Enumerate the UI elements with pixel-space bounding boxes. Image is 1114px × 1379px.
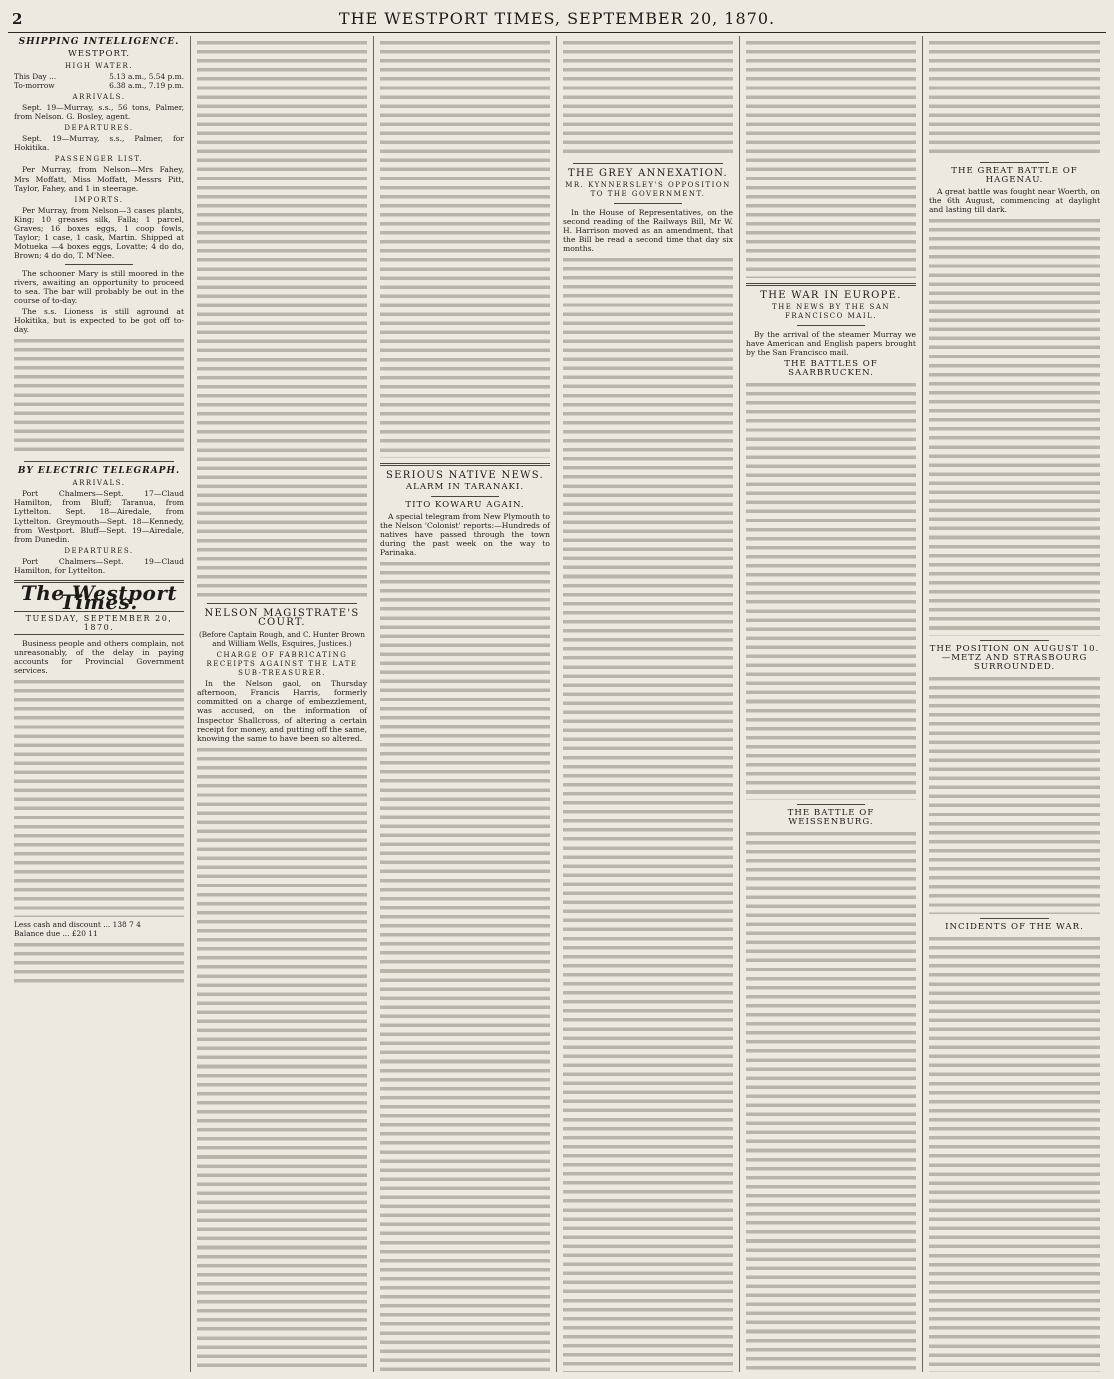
native-news-heading: SERIOUS NATIVE NEWS.: [385, 470, 545, 481]
court-subheading: (Before Captain Rough, and C. Hunter Brown and William Wells, Esquires, Justices.): [198, 630, 366, 649]
position-heading: THE POSITION ON AUGUST 10.—METZ AND STRASBOURG SURROUNDED.: [929, 644, 1100, 673]
divider: [797, 804, 865, 805]
body-text-block: [563, 255, 733, 1372]
divider: [980, 162, 1048, 163]
shipping-heading: SHIPPING INTELLIGENCE.: [18, 37, 180, 47]
divider: [573, 163, 723, 164]
departures-text: Sept. 19—Murray, s.s., Palmer, for Hokitika.: [14, 134, 184, 153]
divider: [207, 603, 357, 604]
masthead-title: THE WESTPORT TIMES, SEPTEMBER 20, 1870.: [338, 9, 776, 28]
tel-departures-heading: DEPARTURES.: [64, 546, 134, 555]
passenger-text: Per Murray, from Nelson—Mrs Fahey, Mrs Moffatt, Miss Moffatt, Messrs Pitt, Taylor, Fahey, and 1 in steerage.: [14, 165, 184, 193]
body-text-block: [563, 38, 733, 158]
war-text: By the arrival of the steamer Murray we have American and English papers brought by the San Francisco mail.: [746, 330, 916, 358]
body-text-block: [746, 38, 916, 278]
divider: [797, 325, 865, 326]
hagenau-text: A great battle was fought near Woerth, on the 6th August, commencing at daylight and lasting till dark.: [929, 187, 1100, 215]
saarbrucken-heading: THE BATTLES OF SAARBRUCKEN.: [784, 359, 878, 379]
body-text-block: [14, 336, 184, 456]
steamer-text: The s.s. Lioness is still aground at Hokitika, but is expected to be got off to-day.: [14, 307, 184, 335]
divider: [614, 203, 682, 204]
dateline: TUESDAY, SEPTEMBER 20, 1870.: [14, 611, 184, 635]
tide-row: To-morrow 6.38 a.m., 7.19 p.m.: [14, 81, 184, 91]
accounts-row: Less cash and discount ... 138 7 4: [14, 920, 141, 930]
body-text-block: [746, 380, 916, 800]
divider: [980, 640, 1048, 641]
news-heading: THE NEWS BY THE SAN FRANCISCO MAIL.: [771, 303, 890, 321]
schooner-text: The schooner Mary is still moored in the rivers, awaiting an opportunity to proceed to sea. The bar will probably be out in the course of to-day.: [14, 268, 184, 306]
imports-heading: IMPORTS.: [74, 195, 124, 204]
arrivals-text: Sept. 19—Murray, s.s., 56 tons, Palmer, from Nelson. G. Bosley, agent.: [14, 103, 184, 122]
body-text-block: [14, 940, 184, 985]
imports-text: Per Murray, from Nelson—3 cases plants, King; 10 greases silk, Falla; 1 parcel, Graves; 16 boxes eggs, 1 coop fowls, Taylor; 1 case, 1 cask, Martin. Shipped at Motueka —4 boxes eggs, Lovatte; 4 do do, Brown; 4 do do, T. M'Nee.: [14, 205, 184, 260]
body-text-block: [746, 829, 916, 1372]
body-text-block: [197, 745, 367, 1372]
high-water-heading: HIGH WATER.: [64, 62, 134, 71]
tel-arrivals-heading: ARRIVALS.: [72, 479, 126, 488]
divider: [431, 496, 499, 497]
arrivals-heading: ARRIVALS.: [72, 93, 126, 102]
alarm-heading: ALARM IN TARANAKI.: [405, 482, 525, 493]
native-text: A special telegram from New Plymouth to the Nelson 'Colonist' reports:—Hundreds of natives have passed through the town during the past week on the way to Parinaka.: [380, 512, 550, 558]
divider: [24, 461, 174, 462]
tide-row: This Day ... 5.13 a.m., 5.54 p.m.: [14, 72, 184, 82]
column-6: [923, 36, 1106, 1372]
body-text-block: [929, 216, 1100, 636]
body-text-block: [380, 559, 550, 1372]
westport-heading: WESTPORT.: [67, 49, 131, 60]
court-heading: NELSON MAGISTRATE'S COURT.: [204, 608, 360, 629]
divider: [65, 264, 133, 265]
passenger-heading: PASSENGER LIST.: [54, 155, 144, 164]
page-number: 2: [12, 10, 23, 28]
tide-table: [14, 72, 184, 90]
lead-text: Business people and others complain, not unreasonably, of the delay in paying accounts for Provincial Government services.: [14, 638, 184, 676]
column-3: [374, 36, 557, 1372]
body-text-block: [929, 934, 1100, 1372]
accounts-row: Balance due ... £20 11: [14, 929, 98, 939]
column-1: [8, 36, 191, 1372]
divider: [980, 918, 1048, 919]
court-text: In the Nelson gaol, on Thursday afternoon, Francis Harris, formerly committed on a charge of embezzlement, was accused, on the information of Inspector Shallcross, of altering a certain receipt for money, and putting off the same, knowing the same to have been so altered.: [197, 679, 367, 743]
incidents-heading: INCIDENTS OF THE WAR.: [945, 922, 1084, 933]
hagenau-heading: THE GREAT BATTLE OF HAGENAU.: [951, 166, 1078, 186]
column-5: [740, 36, 923, 1372]
departures-heading: DEPARTURES.: [64, 124, 134, 133]
war-heading: THE WAR IN EUROPE.: [760, 290, 902, 301]
titokowaru-heading: TITO KOWARU AGAIN.: [405, 500, 525, 511]
grey-text: In the House of Representatives, on the second reading of the Railways Bill, Mr W. H. Harrison moved as an amendment, that the Bill be read a second time that day six months.: [563, 208, 733, 254]
paper-title: The Westport Times.: [20, 580, 178, 614]
charge-heading: CHARGE OF FABRICATING RECEIPTS AGAINST THE LATE SUB-TREASURER.: [206, 651, 358, 678]
body-text-block: [929, 674, 1100, 914]
masthead: [8, 6, 1106, 33]
column-grid: [8, 36, 1106, 1372]
telegraph-heading: BY ELECTRIC TELEGRAPH.: [17, 466, 181, 477]
divider: [380, 463, 550, 466]
divider: [746, 283, 916, 286]
body-text-block: [929, 38, 1100, 158]
column-4: [557, 36, 740, 1372]
grey-annexation-heading: THE GREY ANNEXATION.: [567, 168, 729, 179]
body-text-block: [197, 38, 367, 598]
opposition-heading: MR. KYNNERSLEY'S OPPOSITION TO THE GOVERNMENT.: [565, 181, 731, 199]
weissenburg-heading: THE BATTLE OF WEISSENBURG.: [787, 808, 875, 828]
tel-departures-text: Port Chalmers—Sept. 19—Claud Hamilton, for Lyttelton.: [14, 556, 184, 575]
tel-arrivals-text: Port Chalmers—Sept. 17—Claud Hamilton, from Bluff; Taranua, from Lyttelton. Sept. 18—Airedale, from Lyttelton. Greymouth—Sept. 18—Kennedy, from Westport. Bluff—Sept. 19—Airedale, from Dunedin.: [14, 489, 184, 544]
accounts-table: [14, 920, 184, 938]
body-text-block: [14, 677, 184, 917]
body-text-block: [380, 38, 550, 458]
column-2: [191, 36, 374, 1372]
